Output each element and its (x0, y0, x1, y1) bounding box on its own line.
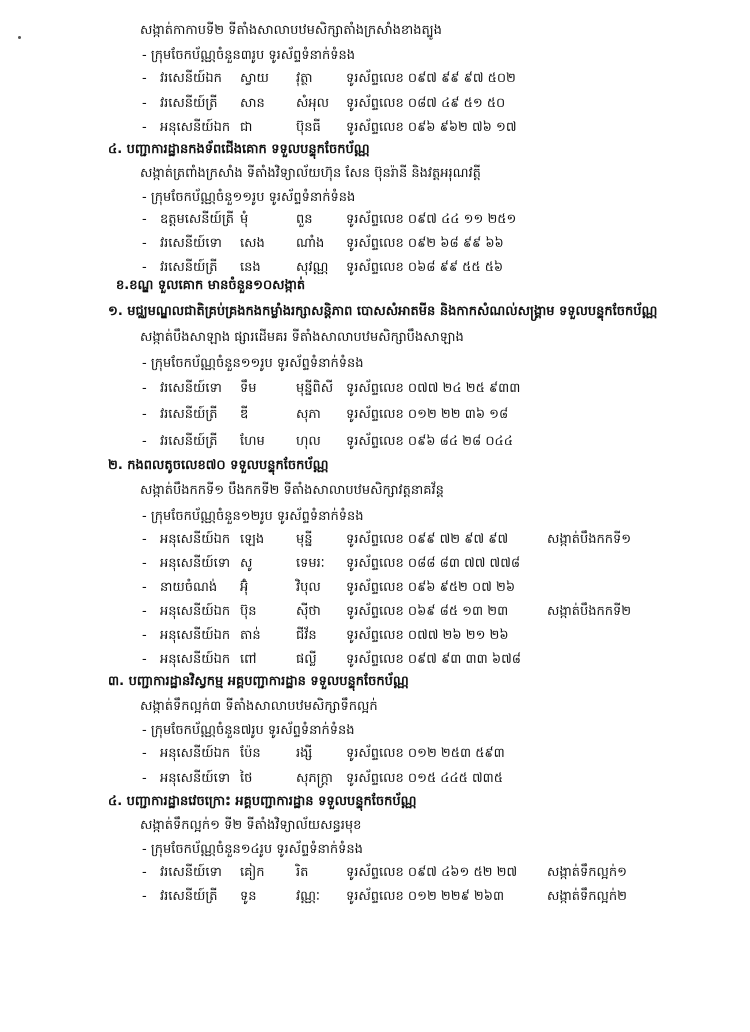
person-rank: វរសេនីយ៍ត្រី (160, 407, 218, 422)
person-phone: ទូរស័ព្ទលេខ ០៩៧ ៩៣ ៣៣ ៦៧៨ (346, 652, 521, 667)
person-rank: អនុសេនីយ៍ឯក (160, 746, 231, 761)
person-first: ពៅ (240, 652, 257, 667)
person-last: ស៊ីថា (296, 604, 321, 619)
person-last: វណ្ណៈ (296, 889, 320, 904)
unit-line (0, 455, 750, 477)
person-dash: - (142, 236, 147, 251)
person-phone: ទូរស័ព្ទលេខ ០៩៦ ៨៤ ២៨ ០៤៤ (346, 434, 513, 449)
person-rank: អនុសេនីយ៍ឯក (160, 628, 231, 643)
person-phone: ទូរស័ព្ទលេខ ០៩៧ ៤៤ ១១ ២៥១ (346, 212, 517, 227)
person-phone: ទូរស័ព្ទលេខ ០១២ ២២ ៣៦ ១៨ (346, 407, 509, 422)
group-text: - ក្រុមចែកប័ណ្ណចំនួន៧រូប ទូរស័ព្ទទំនាក់ទំនង (142, 723, 355, 738)
heading-text: សង្កាត់ត្រពាំងក្រសាំង ទីតាំងវិទ្យាល័យហ៊ុន សែន ប៊ុនរ៉ានី និងវត្តអរុណវត្តី (140, 166, 481, 181)
person-dash: - (142, 212, 147, 227)
person-dash: - (142, 120, 147, 135)
person-first: សូ (240, 556, 253, 571)
group-line (0, 353, 750, 375)
heading-line (0, 20, 750, 42)
person-last: រិត (296, 865, 309, 880)
person-line (0, 404, 750, 426)
person-dash: - (142, 96, 147, 111)
person-first: ឌី (240, 407, 249, 422)
person-first: ជា (240, 120, 253, 135)
unit-line (0, 301, 750, 323)
person-dash: - (142, 381, 147, 396)
person-note: សង្កាត់បឹងកកទី១ (547, 532, 632, 547)
person-last: មុន្នីពិសី (296, 381, 334, 396)
person-last: រង្សី (296, 746, 313, 761)
unit-text: ៣. បញ្ជាការដ្ឋានវិស្វកម្ម អគ្គបញ្ជាការដ្ឋាន ទទួលបន្ទុកចែកប័ណ្ណ (108, 674, 409, 689)
person-line (0, 529, 750, 551)
heading-line (0, 480, 750, 502)
person-phone: ទូរស័ព្ទលេខ ០៧៧ ២៤ ២៥ ៩៣៣ (346, 381, 521, 396)
person-line (0, 601, 750, 623)
person-rank: នាយចំណង់ (160, 580, 218, 595)
person-phone: ទូរស័ព្ទលេខ ០៩៩ ៧២ ៩៧ ៩៧ (346, 532, 509, 547)
person-first: ប៊ុន (240, 604, 257, 619)
person-rank: អនុសេនីយ៍ឯក (160, 532, 231, 547)
person-phone: ទូរស័ព្ទលេខ ០៩៦ ៩៥២ ០៧ ២៦ (346, 580, 516, 595)
person-line (0, 378, 750, 400)
person-dash: - (142, 889, 147, 904)
unit-line (0, 139, 750, 161)
person-phone: ទូរស័ព្ទលេខ ០៩២ ៦៨ ៩៩ ៦៦ (346, 236, 504, 251)
person-rank: ឧត្តមសេនីយ៍ត្រី (160, 212, 235, 227)
person-rank: វរសេនីយ៍ត្រី (160, 434, 218, 449)
person-phone: ទូរស័ព្ទលេខ ០៩៧ ៤៦១ ៥២ ២៧ (346, 865, 518, 880)
person-dash: - (142, 434, 147, 449)
person-phone: ទូរស័ព្ទលេខ ០៦៩ ៨៥ ១៣ ២៣ (346, 604, 509, 619)
person-phone: ទូរស័ព្ទលេខ ០៩៦ ៩៦២ ៧៦ ១៧ (346, 120, 517, 135)
person-phone: ទូរស័ព្ទលេខ ០១៥ ៤៤៥ ៧៣៥ (346, 771, 503, 786)
person-first: ថៃ (240, 771, 253, 786)
person-dash: - (142, 604, 147, 619)
person-line (0, 743, 750, 765)
person-rank: វរសេនីយ៍ត្រី (160, 96, 218, 111)
person-rank: វរសេនីយ៍ទោ (160, 865, 222, 880)
person-last: មុន្នី (296, 532, 313, 547)
person-dash: - (142, 652, 147, 667)
person-line (0, 93, 750, 115)
person-note: សង្កាត់ទឹកល្អក់១ (547, 865, 627, 880)
group-text: - ក្រុមចែកប័ណ្ណចំនួន៣រូប ទូរស័ព្ទទំនាក់ទំនង (142, 48, 355, 63)
person-last: វុត្ថា (296, 71, 313, 86)
person-rank: អនុសេនីយ៍ទោ (160, 771, 231, 786)
person-line (0, 117, 750, 139)
person-dash: - (142, 628, 147, 643)
person-last: សំអុល (296, 96, 330, 111)
person-first: ទឹម (240, 381, 257, 396)
person-line (0, 577, 750, 599)
unit-text: ៤. បញ្ជាការដ្ឋានវេចក្រោះ អគ្គបញ្ជាការដ្ឋាន ទទួលបន្ទុកចែកប័ណ្ណ (108, 794, 417, 809)
person-rank: វរសេនីយ៍ឯក (160, 71, 222, 86)
person-last: ទេមរៈ (296, 556, 325, 571)
person-dash: - (142, 532, 147, 547)
group-line (0, 45, 750, 67)
person-note: សង្កាត់ទឹកល្អក់២ (547, 889, 627, 904)
person-dash: - (142, 746, 147, 761)
person-last: សុវណ្ណ (296, 260, 329, 275)
person-line (0, 68, 750, 90)
group-text: - ក្រុមចែកប័ណ្ណចំនួន១២រូប ទូរស័ព្ទទំនាក់ទំនង (142, 509, 364, 524)
person-phone: ទូរស័ព្ទលេខ ០៦៨ ៩៩ ៥៥ ៥៦ (346, 260, 504, 275)
person-first: សាន (240, 96, 265, 111)
heading-line (0, 327, 750, 349)
person-phone: ទូរស័ព្ទលេខ ០១២ ២៥៣ ៥៩៣ (346, 746, 505, 761)
person-dash: - (142, 771, 147, 786)
heading-text: សង្កាត់បឹងសាឡាង ផ្សារដើមគរ ទីតាំងសាលាបឋមសិក្សាបឹងសាឡាង (140, 330, 464, 345)
person-line (0, 233, 750, 255)
group-line (0, 720, 750, 742)
person-first: តាន់ (240, 628, 261, 643)
person-last: ប៊ុនធី (296, 120, 321, 135)
heading-text: សង្កាត់បឹងកកទី១ បឹងកកទី២ ទីតាំងសាលាបឋមសិក្សាវត្តនាគវ័ន្ត (140, 483, 444, 498)
heading-line (0, 163, 750, 185)
person-line (0, 553, 750, 575)
person-line (0, 209, 750, 231)
heading-text: សង្កាត់ទឹកល្អក់១ ទី២ ទីតាំងវិទ្យាល័យសន្ធរមុខ (140, 818, 362, 833)
person-phone: ទូរស័ព្ទលេខ ០១២ ២២៩ ២៦៣ (346, 889, 505, 904)
person-dash: - (142, 865, 147, 880)
person-last: វិបុល (296, 580, 321, 595)
person-line (0, 886, 750, 908)
person-first: ឡេង (240, 532, 265, 547)
person-last: ពួន (296, 212, 313, 227)
unit-line (0, 671, 750, 693)
person-first: មុំ (240, 212, 249, 227)
person-first: គៀក (240, 865, 265, 880)
person-dash: - (142, 580, 147, 595)
person-note: សង្កាត់បឹងកកទី២ (547, 604, 632, 619)
heading-line (0, 815, 750, 837)
unit-text: ២. កងពលតូចលេខ៧០ ទទួលបន្ទុកចែកប័ណ្ណ (108, 458, 329, 473)
group-text: - ក្រុមចែកប័ណ្ណចំនួ១១រូប ទូរស័ព្ទទំនាក់ទំនង (142, 190, 356, 205)
person-rank: វរសេនីយ៍ទោ (160, 381, 222, 396)
person-line (0, 862, 750, 884)
unit-text: ៤. បញ្ជាការដ្ឋានកងទ័ពជើងគោក ទទួលបន្ទុកចែកប័ណ្ណ (108, 142, 370, 157)
person-first: ទូន (240, 889, 257, 904)
unit-text: ១. មជ្ឈមណ្ឌលជាតិគ្រប់គ្រងកងកម្លាំងរក្សាសន្តិភាព បោសសំអាតមីន និងកាកសំណល់សង្គ្រាម ទទួលបន្ទុកចែកប័ណ្ណ (108, 304, 658, 319)
heading-text: សង្កាត់កាកាបទី២ ទីតាំងសាលាបឋមសិក្សាតាំងក្រសាំងខាងត្បូង (140, 23, 442, 38)
person-line (0, 625, 750, 647)
group-line (0, 839, 750, 861)
person-dash: - (142, 71, 147, 86)
group-line (0, 187, 750, 209)
person-dash: - (142, 260, 147, 275)
person-phone: ទូរស័ព្ទលេខ ០៨៨ ៨៣ ៧៧ ៧៧៨ (346, 556, 521, 571)
group-text: - ក្រុមចែកប័ណ្ណចំនួន១៤រូប ទូរស័ព្ទទំនាក់ទំនង (142, 842, 363, 857)
person-phone: ទូរស័ព្ទលេខ ០៧៧ ២៦ ២១ ២៦ (346, 628, 509, 643)
person-rank: វរសេនីយ៍ទោ (160, 236, 222, 251)
person-last: ហុល (296, 434, 321, 449)
person-phone: ទូរស័ព្ទលេខ ០៩៧ ៩៩ ៩៧ ៥០២ (346, 71, 516, 86)
person-last: ផល្លី (296, 652, 317, 667)
person-first: ស្វាយ (240, 71, 269, 86)
person-rank: វរសេនីយ៍ត្រី (160, 889, 218, 904)
person-dash: - (142, 556, 147, 571)
person-last: ណាំង (296, 236, 325, 251)
person-last: សុភក្រ្តា (296, 771, 333, 786)
person-last: ជីវ័ន (296, 628, 317, 643)
group-line (0, 506, 750, 528)
person-phone: ទូរស័ព្ទលេខ ០៨៧ ៤៩ ៥១ ៥០ (346, 96, 506, 111)
person-rank: អនុសេនីយ៍ឯក (160, 652, 231, 667)
person-first: នេង (240, 260, 261, 275)
person-line (0, 431, 750, 453)
section-text: ខ.ខណ្ឌ ទួលគោក មានចំនួន១០សង្កាត់ (116, 278, 306, 293)
person-rank: អនុសេនីយ៍ឯក (160, 604, 231, 619)
heading-line (0, 696, 750, 718)
person-dash: - (142, 407, 147, 422)
person-first: អ៊ុំ (240, 580, 249, 595)
person-rank: អនុសេនីយ៍ទោ (160, 556, 231, 571)
unit-line (0, 791, 750, 813)
person-line (0, 768, 750, 790)
person-line (0, 649, 750, 671)
group-text: - ក្រុមចែកប័ណ្ណចំនួន១១រូប ទូរស័ព្ទទំនាក់ទំនង (142, 356, 364, 371)
person-last: សុភា (296, 407, 321, 422)
person-rank: វរសេនីយ៍ត្រី (160, 260, 218, 275)
heading-text: សង្កាត់ទឹកល្អក់៣ ទីតាំងសាលាបឋមសិក្សាទឹកល្អក់ (140, 699, 378, 714)
person-rank: អនុសេនីយ៍ឯក (160, 120, 231, 135)
person-first: ហែម (240, 434, 265, 449)
person-first: សេង (240, 236, 265, 251)
section-line (0, 275, 750, 297)
person-first: ប៉ែន (240, 746, 261, 761)
